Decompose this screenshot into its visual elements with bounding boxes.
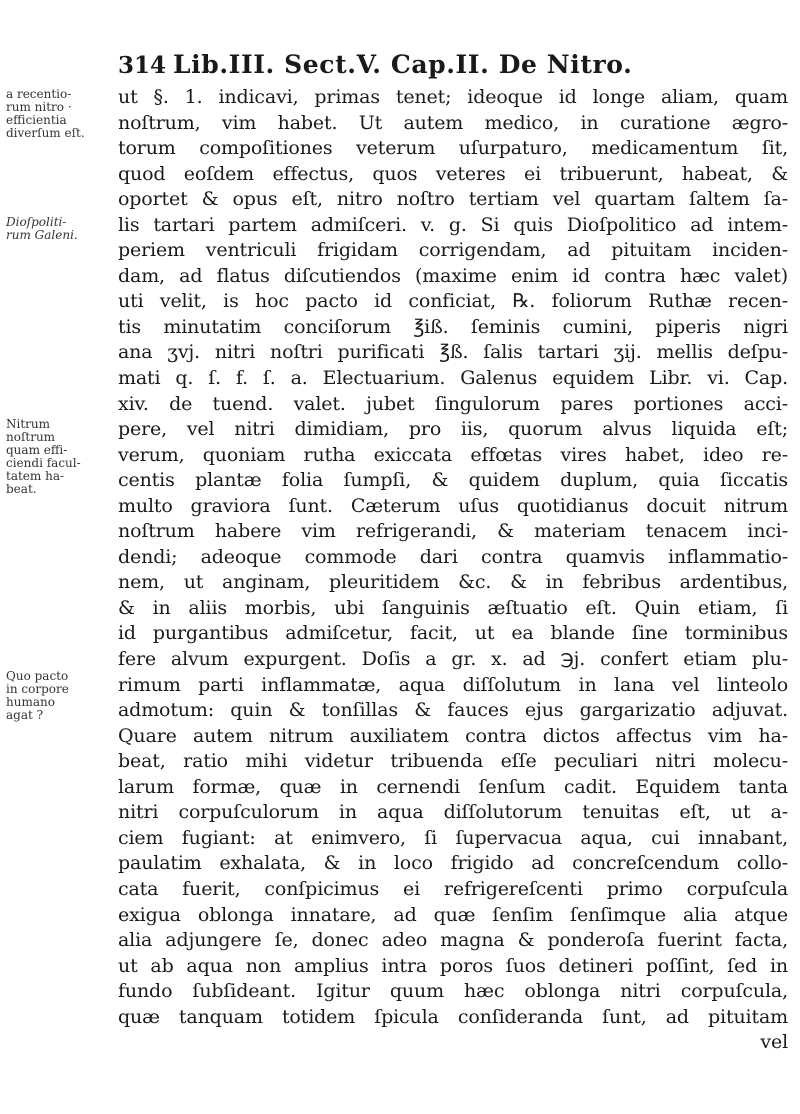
text-line: ut §. 1. indicavi, primas tenet; ideoque id longe aliam, quam [118, 86, 788, 108]
text-line: larum formæ, quæ in cernendi ſenſum cadit. Equidem tanta [118, 775, 788, 798]
text-line: Quare autem nitrum auxiliatem contra dictos affectus vim ha- [118, 724, 788, 747]
text-line: id purgantibus admiſcetur, facit, ut ea blande ſine torminibus [118, 622, 788, 645]
text-line: dendi; adeoque commode dari contra quamvis inflammatio- [118, 545, 788, 568]
text-line: ciem fugiant: at enimvero, ſi ſupervacua aqua, cui innabant, [118, 826, 788, 849]
margin-note-line: Dioſpoliti- [6, 215, 67, 229]
catchword: vel [760, 1031, 788, 1054]
text-line: periem ventriculi frigidam corrigendam, ad pituitam inciden- [118, 239, 788, 262]
margin-note-line: quam effi- [6, 443, 68, 457]
margin-note [6, 216, 110, 242]
margin-note-line: tatem ha- [6, 469, 65, 483]
text-line: exigua oblonga innatare, ad quæ ſenſim ſenſimque alia atque [118, 903, 788, 926]
text-line: & in aliis morbis, ubi ſanguinis æſtuatio eſt. Quin etiam, ſi [118, 596, 788, 619]
text-line: noſtrum, vim habet. Ut autem medico, in curatione ægro- [118, 111, 788, 134]
margin-note-line: Quo pacto [6, 669, 69, 683]
text-line: tis minutatim conciſorum ℥iß. ſeminis cumini, piperis nigri [118, 315, 788, 338]
text-line: quæ tanquam totidem ſpicula conſideranda ſunt, ad pituitam [118, 1005, 788, 1028]
text-line: oportet & opus eſt, nitro noſtro tertiam vel quartam ſaltem ſa- [118, 188, 788, 211]
margin-note-line: rum nitro · [6, 100, 72, 114]
text-line: alia adjungere ſe, donec adeo magna & ponderoſa fuerint facta, [118, 929, 788, 952]
text-line: pere, vel nitri dimidiam, pro iis, quorum alvus liquida eſt; [118, 418, 788, 441]
text-line: beat, ratio mihi videtur tribuenda eſſe peculiari nitri molecu- [118, 750, 788, 773]
margin-note-line: rum Galeni. [6, 228, 78, 242]
text-line: nem, ut anginam, pleuritidem &c. & in febribus ardentibus, [118, 571, 788, 594]
text-line: nitri corpuſculorum in aqua diſſolutorum tenuitas eſt, ut a- [118, 801, 788, 824]
text-line: torum compoſitiones veterum uſurpaturo, medicamentum ſit, [118, 137, 788, 160]
text-line: fere alvum expurgent. Doſis a gr. x. ad ℈j. confert etiam plu- [118, 648, 788, 671]
body-text [118, 85, 788, 1056]
margin-note-line: noſtrum [6, 430, 56, 444]
running-head: Lib.III. Sect.V. Cap.II. De Nitro. [173, 50, 633, 79]
margin-note-line: humano [6, 695, 55, 709]
text-line: ut ab aqua non amplius intra poros ſuos detineri poſſint, ſed in [118, 954, 788, 977]
text-line: multo graviora ſunt. Cæterum uſus quotidianus docuit nitrum [118, 494, 788, 517]
margin-note-line: agat ? [6, 708, 44, 722]
text-line: rimum parti inflammatæ, aqua diſſolutum in lana vel linteolo [118, 673, 788, 696]
text-line: dam, ad flatus diſcutiendos (maxime enim id contra hæc valet) [118, 264, 788, 287]
text-line: quod eoſdem effectus, quos veteres ei tribuerunt, habeat, & [118, 162, 788, 185]
text-line: noſtrum habere vim refrigerandi, & materiam tenacem inci- [118, 520, 788, 543]
text-line: xiv. de tuend. valet. jubet ſingulorum pares portiones acci- [118, 392, 788, 415]
margin-notes [0, 0, 110, 1114]
text-line: uti velit, is hoc pacto id conficiat, ℞. foliorum Ruthæ recen- [118, 290, 788, 313]
text-line: centis plantæ folia ſumpſi, & quidem duplum, quia ſiccatis [118, 469, 788, 492]
margin-note-line: in corpore [6, 682, 69, 696]
text-line: fundo ſubſideant. Igitur quum hæc oblonga nitri corpuſcula, [118, 980, 788, 1003]
margin-note-line: diverſum eſt. [6, 126, 85, 140]
page-number: 314 [118, 52, 167, 79]
text-line: ana ʒvj. nitri noſtri purificati ℥ß. ſalis tartari ʒij. mellis deſpu- [118, 341, 788, 364]
text-line: paulatim exhalata, & in loco frigido ad concreſcendum collo- [118, 852, 788, 875]
margin-note-line: ciendi facul- [6, 456, 81, 470]
margin-note-line: a recentio- [6, 87, 72, 101]
text-line: cata fuerit, conſpicimus ei refrigereſcenti primo corpuſcula [118, 877, 788, 900]
page-header [118, 50, 783, 90]
text-line: admotum: quin & tonſillas & fauces ejus gargarizatio adjuvat. [118, 699, 788, 722]
margin-note-line: Nitrum [6, 417, 51, 431]
margin-note-line: efficientia [6, 113, 67, 127]
margin-note [6, 88, 110, 140]
text-line: verum, quoniam rutha exiccata effœtas vires habet, ideo re- [118, 443, 788, 466]
margin-note [6, 670, 110, 722]
margin-note-line: beat. [6, 482, 37, 496]
text-line: mati q. ſ. f. ſ. a. Electuarium. Galenus equidem Libr. vi. Cap. [118, 367, 788, 390]
text-line: lis tartari partem admiſceri. v. g. Si quis Dioſpolitico ad intem- [118, 213, 788, 236]
margin-note [6, 418, 110, 496]
